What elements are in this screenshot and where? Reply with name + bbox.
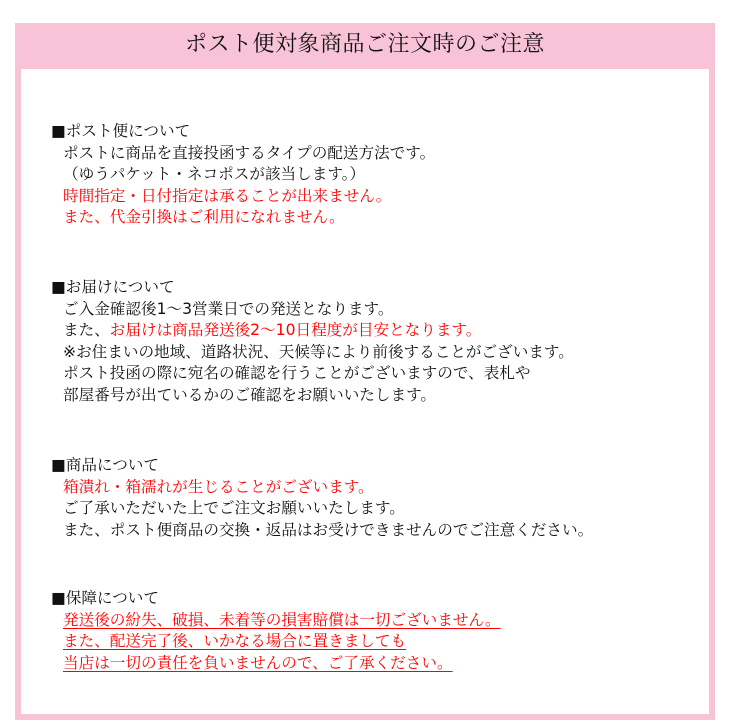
text-line-mixed [51, 320, 574, 342]
text-line: ご入金確認後1～3営業日での発送となります。 [63, 299, 394, 318]
text-prefix: また、 [63, 321, 110, 340]
notice-frame [15, 23, 715, 720]
warning-text: お届けは商品発送後2～10日程度が目安となります。 [109, 321, 482, 340]
notice-title: ポスト便対象商品ご注文時のご注意 [184, 32, 545, 57]
section-delivery [51, 277, 574, 407]
text-line: ご了承いただいた上でご注文お願いいたします。 [63, 499, 405, 518]
warning-line: また、配送完了後、いかなる場合に置きましても [63, 632, 407, 651]
notice-body [21, 69, 709, 714]
section-guarantee [51, 588, 501, 674]
warning-line: 時間指定・日付指定は承ることが出来ません。 [63, 186, 392, 205]
text-line: また、ポスト便商品の交換・返品はお受けできませんのでご注意ください。 [63, 520, 594, 539]
warning-line: 発送後の紛失、破損、未着等の損害賠償は一切ございません。 [63, 610, 501, 629]
warning-line: また、代金引換はご利用になれません。 [63, 208, 345, 227]
text-line: 部屋番号が出ているかのご確認をお願いいたします。 [63, 385, 437, 404]
section-heading: ■保障について [51, 589, 159, 607]
text-line: （ゆうパケット・ネコポスが該当します。） [63, 165, 366, 184]
section-heading: ■商品について [51, 456, 159, 474]
section-post [51, 121, 435, 229]
text-line: ※お住まいの地域、道路状況、天候等により前後することがございます。 [63, 342, 574, 361]
section-heading: ■ポスト便について [51, 122, 191, 140]
section-product [51, 455, 593, 541]
section-heading: ■お届けについて [51, 278, 175, 296]
warning-line: 当店は一切の責任を負いませんので、ご了承ください。 [63, 653, 453, 672]
text-line: ポスト投函の際に宛名の確認を行うことがございますので、表札や [63, 364, 531, 383]
warning-line: 箱潰れ・箱濡れが生じることがございます。 [63, 477, 374, 496]
text-line: ポストに商品を直接投函するタイプの配送方法です。 [63, 143, 436, 162]
